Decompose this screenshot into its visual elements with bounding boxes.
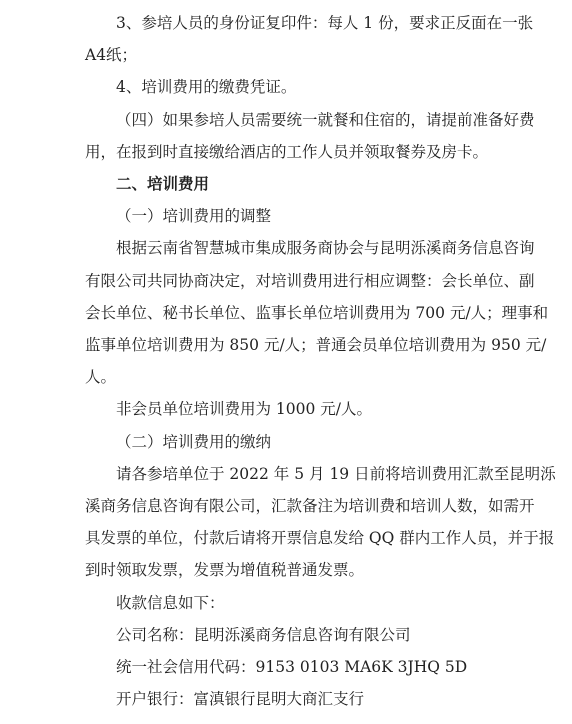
text-line: （四）如果参培人员需要统一就餐和住宿的，请提前准备好费 xyxy=(116,110,535,129)
credit-code-line: 统一社会信用代码：9153 0103 MA6K 3JHQ 5D xyxy=(116,658,468,676)
text-line: 3、参培人员的身份证复印件：每人 1 份，要求正反面在一张 xyxy=(116,14,534,32)
text-line: 请各参培单位于 2022 年 5 月 19 日前将培训费用汇款至昆明泺 xyxy=(116,464,556,483)
text-line: 非会员单位培训费用为 1000 元/人。 xyxy=(116,400,373,419)
text-line: 人。 xyxy=(85,368,117,387)
section-heading: 二、培训费用 xyxy=(116,175,210,193)
text-line: 溪商务信息咨询有限公司，汇款备注为培训费和培训人数，如需开 xyxy=(85,497,535,515)
text-line: A4纸； xyxy=(85,46,138,65)
subsection-heading: （二）培训费用的缴纳 xyxy=(116,432,272,451)
bank-line: 开户银行：富滇银行昆明大商汇支行 xyxy=(116,690,365,709)
text-line: 具发票的单位，付款后请将开票信息发给 QQ 群内工作人员，并于报 xyxy=(85,529,555,548)
text-line: 收款信息如下： xyxy=(116,593,225,612)
text-line: 监事单位培训费用为 850 元/人；普通会员单位培训费用为 950 元/ xyxy=(85,336,547,354)
subsection-heading: （一）培训费用的调整 xyxy=(116,207,272,226)
text-line: 有限公司共同协商决定，对培训费用进行相应调整：会长单位、副 xyxy=(85,271,535,290)
text-line: 到时领取发票，发票为增值税普通发票。 xyxy=(85,561,365,580)
text-line: 4、培训费用的缴费凭证。 xyxy=(116,78,297,97)
company-name-line: 公司名称：昆明泺溪商务信息咨询有限公司 xyxy=(116,625,411,644)
text-line: 会长单位、秘书长单位、监事长单位培训费用为 700 元/人；理事和 xyxy=(85,303,549,322)
text-line: 根据云南省智慧城市集成服务商协会与昆明泺溪商务信息咨询 xyxy=(116,239,535,258)
text-line: 用，在报到时直接缴给酒店的工作人员并领取餐券及房卡。 xyxy=(85,142,489,161)
